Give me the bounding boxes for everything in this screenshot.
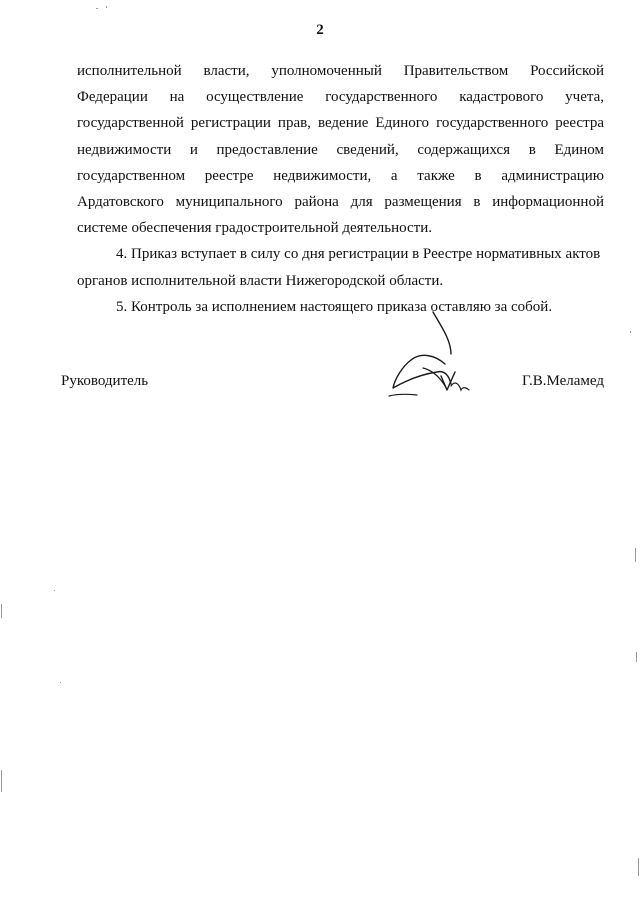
- scan-speck: [636, 652, 637, 662]
- scan-speck: [106, 6, 107, 8]
- scan-speck: [635, 548, 636, 562]
- handwritten-signature: [385, 310, 475, 400]
- paragraph-4-line: органов исполнительной власти Нижегородской области.: [77, 272, 444, 289]
- body-line: недвижимости и предоставление сведений, содержащихся в Едином: [77, 141, 604, 158]
- body-line: исполнительной власти, уполномоченный Правительством Российской: [77, 63, 604, 79]
- body-line: государственной регистрации прав, ведение Единого государственного реестра: [77, 115, 604, 132]
- signer-name: Г.В.Меламед: [521, 373, 604, 389]
- signature-block: [61, 370, 604, 394]
- page-number: 2: [316, 22, 324, 38]
- scan-speck: [54, 590, 55, 591]
- signer-title: Руководитель: [61, 373, 149, 389]
- body-line: системе обеспечения градостроительной деятельности.: [77, 220, 432, 237]
- document-body: [77, 58, 604, 320]
- scan-speck: [1, 604, 2, 618]
- paragraph-4-line: 4. Приказ вступает в силу со дня регистрации в Реестре нормативных актов: [116, 246, 601, 263]
- body-line: Федерации на осуществление государственного кадастрового учета,: [77, 89, 604, 106]
- scan-speck: [96, 8, 98, 9]
- scan-speck: [630, 331, 631, 333]
- paragraph-5-line: 5. Контроль за исполнением настоящего приказа оставляю за собой.: [116, 298, 553, 315]
- body-line: Ардатовского муниципального района для размещения в информационной: [77, 193, 604, 210]
- body-line: государственном реестре недвижимости, а также в администрацию: [77, 167, 604, 184]
- scan-speck: [638, 858, 639, 876]
- scan-speck: [60, 682, 61, 683]
- scan-speck: [1, 770, 2, 792]
